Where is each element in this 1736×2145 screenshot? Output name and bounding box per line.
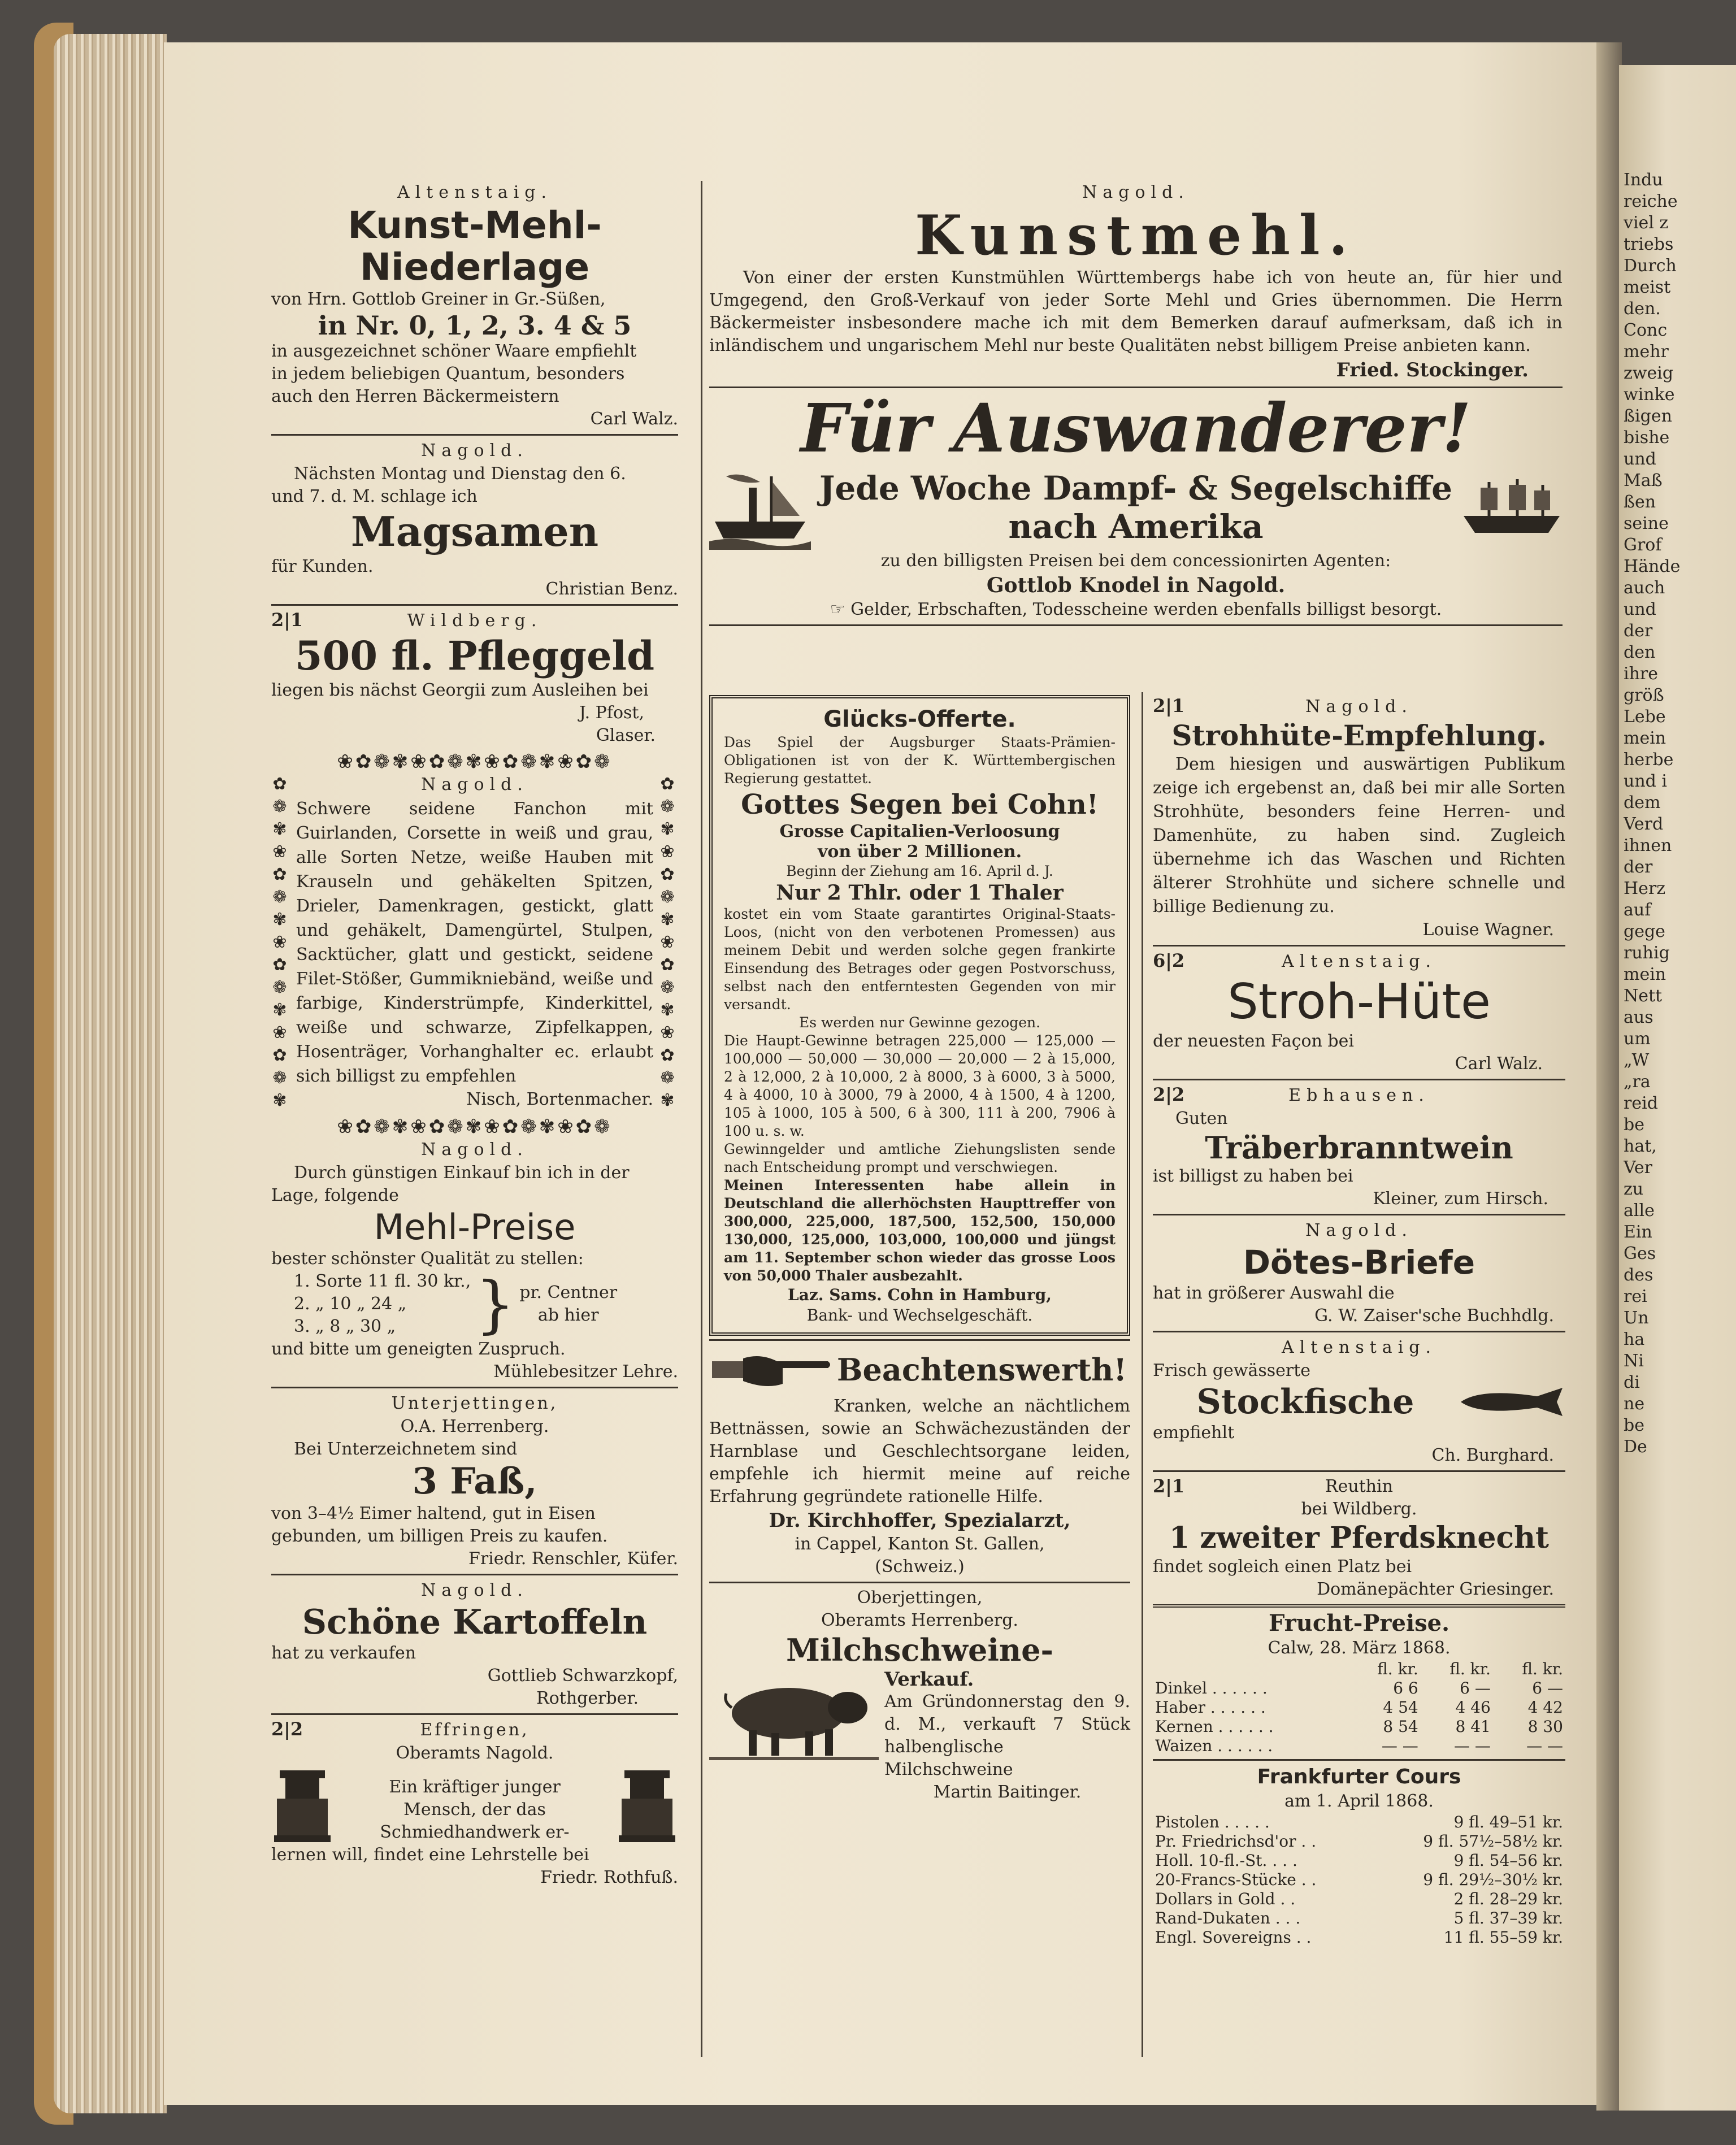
table-cell: 4 42	[1527, 1698, 1563, 1717]
divider	[1153, 1470, 1565, 1472]
right-page-line: Ver	[1624, 1158, 1653, 1178]
right-page-line: mehr	[1624, 342, 1669, 362]
ad-line-bold: nach Amerika	[1008, 507, 1264, 546]
right-page-line: meist	[1624, 277, 1671, 297]
table-row	[1153, 1736, 1565, 1756]
column-header	[1153, 1660, 1348, 1679]
right-page-line: „ra	[1624, 1072, 1651, 1092]
right-page-line: Conc	[1624, 320, 1668, 340]
ad-signature: Carl Walz.	[1455, 1054, 1543, 1074]
insertion-mark: 2|2	[271, 1718, 303, 1740]
ad-lehrstelle	[271, 1718, 678, 1889]
right-page-line: herbe	[1624, 750, 1674, 770]
section-title: Frucht-Preise.	[1268, 1610, 1450, 1636]
pointing-hand-icon: ☞	[830, 600, 851, 619]
table-cell: 9 fl. 54–56 kr.	[1453, 1851, 1563, 1870]
table-cell: 20-Francs-Stücke . .	[1155, 1870, 1317, 1889]
pointing-hand-icon	[709, 1344, 834, 1395]
right-page-line: größ	[1624, 685, 1664, 705]
table-cell: 9 fl. 49–51 kr.	[1453, 1813, 1563, 1831]
right-page-line: um	[1624, 1029, 1651, 1049]
ad-line: in jedem beliebigen Quantum, besonders	[271, 364, 625, 384]
ad-signature: Laz. Sams. Cohn in Hamburg,	[788, 1286, 1052, 1304]
right-page-line: den	[1624, 642, 1656, 662]
divider	[271, 1713, 678, 1715]
table-cell: Holl. 10-fl.-St. . . .	[1155, 1851, 1297, 1870]
table-cell: 2 fl. 28–29 kr.	[1453, 1890, 1563, 1908]
table-row	[1153, 1890, 1565, 1909]
ad-signature: Kleiner, zum Hirsch.	[1373, 1189, 1548, 1209]
ad-place: Altenstaig.	[397, 183, 553, 202]
right-page-line: der	[1624, 857, 1653, 877]
ad-title: 500 fl. Pfleggeld	[294, 632, 655, 679]
table-cell: 4 54	[1383, 1698, 1418, 1717]
column-header: fl. kr.	[1449, 1660, 1491, 1678]
ad-place: Oberamts Herrenberg.	[821, 1610, 1018, 1630]
column-rule-2	[1142, 692, 1143, 2057]
right-page-line: ne	[1624, 1394, 1645, 1414]
ad-title: Träberbranntwein	[1205, 1130, 1513, 1166]
ad-kartoffeln	[271, 1579, 678, 1710]
ad-title: Dötes-Briefe	[1243, 1243, 1475, 1282]
ad-line-bold: Jede Woche Dampf- & Segelschiffe	[819, 469, 1453, 507]
ad-title: 3 Faß,	[412, 1460, 537, 1503]
table-cell: 5 fl. 37–39 kr.	[1453, 1909, 1563, 1927]
table-cell: Rand-Dukaten . . .	[1155, 1909, 1301, 1927]
divider	[1153, 1759, 1565, 1761]
table-cell: 6 6	[1393, 1679, 1418, 1697]
ad-kunst-mehl	[271, 181, 678, 431]
ad-line: Schmiedhandwerk er-	[380, 1822, 570, 1842]
ad-line: hat zu verkaufen	[271, 1643, 416, 1663]
book-gutter	[1596, 42, 1622, 2111]
right-page-line: di	[1624, 1373, 1640, 1392]
ad-beachtenswerth	[709, 1344, 1130, 1578]
right-page-line: zweig	[1624, 363, 1674, 383]
ad-strohhuete-empfehlung	[1153, 695, 1565, 941]
ad-gluecks-offerte	[709, 695, 1130, 1336]
ad-place: Reuthin	[1325, 1477, 1393, 1496]
ad-text: Das Spiel der Augsburger Staats-Prämien-Obligationen ist von der K. Württembergischen Regierung gestattet.	[724, 734, 1116, 787]
right-page-line: triebs	[1624, 235, 1674, 254]
table-row	[1153, 1717, 1565, 1736]
right-page-line: winke	[1624, 385, 1675, 405]
table-cell: 8 30	[1527, 1717, 1563, 1736]
ad-line-bold: in Nr. 0, 1, 2, 3. 4 & 5	[318, 310, 632, 341]
table-cell: 11 fl. 55–59 kr.	[1443, 1928, 1563, 1947]
column-2-top	[709, 181, 1563, 629]
ad-line: ist billigst zu haben bei	[1153, 1166, 1353, 1186]
right-page	[1619, 65, 1736, 2111]
column-header: fl. kr.	[1522, 1660, 1563, 1678]
table-cell: 6 —	[1532, 1679, 1563, 1697]
ad-signature: Gottlieb Schwarzkopf,	[487, 1666, 678, 1686]
ad-signature: Friedr. Rothfuß.	[540, 1868, 678, 1887]
ad-signature: J. Pfost,	[579, 703, 644, 723]
table-cell: Dinkel . . . . . .	[1155, 1679, 1268, 1697]
right-page-line: bishe	[1624, 428, 1670, 448]
price-row: 3. „ 8 „ 30 „	[294, 1317, 396, 1336]
ad-signature: Mühlebesitzer Lehre.	[493, 1362, 678, 1382]
ad-signature: Friedr. Renschler, Küfer.	[468, 1549, 678, 1569]
ad-title: Kunstmehl.	[915, 203, 1357, 267]
ad-title: Magsamen	[350, 507, 599, 555]
table-row	[1153, 1851, 1565, 1870]
ad-text: Von einer der ersten Kunstmühlen Württembergs habe ich von heute an, für hier und Umgegend, den Groß-Verkauf von jeder Sorte Mehl und Gries übernommen. Die Herrn Bäckermeister insbesondere mache ich mit dem Bemerken darauf aufmerksam, daß ich in inländischem und ungarischem Mehl nur beste Qualitäten nebst billigem Preise anbieten kann.	[709, 268, 1563, 355]
column-1	[271, 181, 678, 1892]
table-cell: Pistolen . . . . .	[1155, 1813, 1270, 1831]
table-cell: Haber . . . . . .	[1155, 1698, 1266, 1717]
table-cell: Waizen . . . . . .	[1155, 1736, 1273, 1755]
ad-place: Nagold.	[421, 775, 528, 794]
ad-line: für Kunden.	[271, 557, 374, 576]
ad-line: Nächsten Montag und Dienstag den 6.	[294, 464, 626, 484]
ad-text: Gewinngelder und amtliche Ziehungslisten sende nach Entscheidung prompt und verschwiegen.	[724, 1141, 1116, 1175]
ad-pferdsknecht	[1153, 1475, 1565, 1601]
right-page-line: ihre	[1624, 664, 1659, 684]
ad-fass	[271, 1392, 678, 1570]
table-cell: — —	[1381, 1736, 1418, 1755]
table-header	[1153, 1660, 1565, 1679]
price-list: 1. Sorte 11 fl. 30 kr., 2. „ 10 „ 24 „ 3. „ 8 „ 30 „ } pr. Centner ab hier	[294, 1268, 618, 1340]
right-page-line: der	[1624, 621, 1653, 641]
ad-line: Beginn der Ziehung am 16. April d. J.	[786, 863, 1053, 879]
table-row	[1153, 1870, 1565, 1890]
insertion-mark: 2|1	[271, 609, 303, 631]
right-page-line: Un	[1624, 1308, 1649, 1328]
right-page-line: ihnen	[1624, 836, 1672, 856]
table-cell: Engl. Sovereigns . .	[1155, 1928, 1312, 1947]
ad-line: von Hrn. Gottlob Greiner in Gr.-Süßen,	[271, 289, 606, 309]
ad-title: Milchschweine-	[786, 1632, 1053, 1668]
page-edges	[54, 34, 167, 2113]
ad-agent: Gottlob Knodel in Nagold.	[986, 574, 1286, 597]
column-header: fl. kr.	[1377, 1660, 1418, 1678]
column-rule-1	[701, 181, 702, 2057]
divider	[709, 1582, 1130, 1583]
right-page-line: „W	[1624, 1050, 1650, 1070]
ad-signature: Glaser.	[596, 726, 656, 745]
ornament-border-right: ✿ ❁ ✾ ❀ ✿ ❁ ✾ ❀ ✿ ❁ ✾ ❀ ✿ ❁ ✾	[660, 774, 677, 1110]
frucht-preise-table	[1153, 1660, 1565, 1756]
ad-title: Beachtenswerth!	[836, 1352, 1127, 1388]
ornament-border-bottom: ❀✿❁✾❀✿❁✾❀✿❁✾❀✿❁	[337, 1115, 613, 1138]
divider	[709, 1339, 1130, 1341]
right-page-line: und	[1624, 600, 1656, 619]
right-page-line: hat,	[1624, 1136, 1657, 1156]
ad-line: Durch günstigen Einkauf bin ich in der	[294, 1163, 630, 1183]
right-page-line: und	[1624, 449, 1656, 469]
table-cell: Dollars in Gold . .	[1155, 1890, 1296, 1908]
ad-line: Guten	[1175, 1109, 1228, 1128]
price-unit: pr. Centner	[519, 1283, 618, 1302]
ad-line: und bitte um geneigten Zuspruch.	[271, 1339, 566, 1359]
divider	[271, 1387, 678, 1388]
steamship-icon	[709, 465, 811, 550]
ad-line: Bei Unterzeichnetem sind	[294, 1439, 518, 1459]
right-page-line: Grof	[1624, 535, 1662, 555]
table-cell: 8 41	[1455, 1717, 1491, 1736]
ad-signature: Rothgerber.	[536, 1688, 639, 1708]
divider	[1153, 1214, 1565, 1215]
ad-line: auch den Herren Bäckermeistern	[271, 387, 559, 406]
right-page-line: auf	[1624, 900, 1651, 920]
ad-place: Oberjettingen,	[857, 1588, 983, 1608]
insertion-mark: 2|2	[1153, 1084, 1185, 1105]
ad-signature: Louise Wagner.	[1422, 920, 1554, 940]
ad-title: Stroh-Hüte	[1227, 974, 1491, 1030]
right-page-line: aus	[1624, 1008, 1653, 1027]
table-cell: Kernen . . . . . .	[1155, 1717, 1274, 1736]
table-row	[1153, 1928, 1565, 1947]
ad-place: Nagold.	[421, 441, 528, 461]
table-row	[1153, 1679, 1565, 1698]
right-page-line: ha	[1624, 1330, 1645, 1349]
right-page-line: Maß	[1624, 471, 1663, 490]
ad-mehl-preise	[271, 1138, 678, 1383]
ad-signature: Bank- und Wechselgeschäft.	[806, 1306, 1033, 1325]
insertion-mark: 2|1	[1153, 695, 1185, 717]
divider	[709, 624, 1563, 626]
ad-line: Ein kräftiger junger	[389, 1777, 561, 1797]
table-row	[1153, 1832, 1565, 1851]
ad-doetes-briefe	[1153, 1219, 1565, 1327]
ad-place: Wildberg.	[407, 611, 542, 631]
right-page-line: be	[1624, 1115, 1644, 1135]
ad-stockfische	[1153, 1336, 1565, 1467]
right-page-line: Ni	[1624, 1351, 1644, 1371]
ad-subtitle: Verkauf.	[884, 1668, 974, 1691]
ad-text: Schwere seidene Fanchon mit Guirlanden, Corsette in weiß und grau, alle Sorten Netze, weiße Hauben mit Krauseln und gehäkelten Spitzen, Drieler, Damenkragen, gestickt, glatt und gehäkelt, Damengürtel, Stulpen, Sacktücher, glatt und gestickt, seidene Filet-Stößer, Gummikniebänd, weiße und farbige, Kinderstrümpfe, Kinderkittel, weiße und schwarze, Zipfelkappen, Hosenträger, Vorhanghalter ec. erlaubt sich billigst zu empfehlen	[296, 799, 653, 1086]
ad-line-bold: von über 2 Millionen.	[817, 842, 1022, 862]
right-page-line: reid	[1624, 1093, 1658, 1113]
right-page-line: ßigen	[1624, 406, 1672, 426]
ornament-border-top: ❀✿❁✾❀✿❁✾❀✿❁✾❀✿❁	[337, 750, 613, 773]
ad-place: Unterjettingen,	[391, 1393, 558, 1413]
right-page-line: den.	[1624, 299, 1661, 319]
ad-text: Meinen Interessenten habe allein in Deutschland die allerhöchsten Haupttreffer von 300,000, 225,000, 187,500, 152,500, 150,000 130,000, 125,000, 103,000, 100,000 und jüngst am 11. September schon wieder das grosse Loos von 50,000 Thaler ausbezahlt.	[724, 1177, 1116, 1284]
divider	[1153, 945, 1565, 946]
right-page-line: Verd	[1624, 814, 1664, 834]
ad-line: Gelder, Erbschaften, Todesscheine werden ebenfalls billigst besorgt.	[850, 600, 1442, 619]
right-page-line: Nett	[1624, 986, 1663, 1006]
price-unit: ab hier	[537, 1305, 599, 1325]
section-title: Frankfurter Cours	[1257, 1765, 1461, 1788]
right-page-line: Hände	[1624, 557, 1681, 576]
ad-signature: Martin Baitinger.	[933, 1782, 1082, 1802]
ad-signature: Nisch, Bortenmacher.	[466, 1089, 653, 1109]
ad-title-2: Niederlage	[359, 245, 590, 289]
right-page-line: seine	[1624, 514, 1669, 533]
right-page-line: Herz	[1624, 879, 1666, 898]
ad-line: G. W. Zaiser'sche Buchhdlg.	[1314, 1306, 1554, 1326]
ad-signature: in Cappel, Kanton St. Gallen,	[795, 1534, 1045, 1554]
cours-table	[1153, 1813, 1565, 1947]
ad-place: Nagold.	[421, 1140, 528, 1160]
anvil-icon	[271, 1765, 333, 1844]
right-page-line: De	[1624, 1437, 1647, 1457]
divider	[1153, 1079, 1565, 1080]
table-cell: 4 46	[1455, 1698, 1491, 1717]
ad-title: Strohhüte-Empfehlung.	[1171, 719, 1547, 752]
ad-place: Effringen,	[420, 1720, 530, 1740]
ad-line-with-hand	[709, 598, 1563, 621]
divider	[1153, 1604, 1565, 1608]
right-page-line: ßen	[1624, 492, 1656, 512]
ad-title: Schöne Kartoffeln	[302, 1603, 648, 1642]
right-page-line: Indu	[1624, 170, 1663, 190]
right-page-line: rei	[1624, 1287, 1647, 1306]
right-page-line: ruhig	[1624, 943, 1670, 963]
divider	[271, 434, 678, 436]
ad-signature: Fried. Stockinger.	[1336, 359, 1529, 381]
right-page-line: mein	[1624, 965, 1666, 984]
divider	[271, 1574, 678, 1575]
ad-text: Dem hiesigen und auswärtigen Publikum zeige ich ergebenst an, daß bei mir alle Sorten Strohhüte, besonders feine Herren- und Damenhüte, zu haben sind. Zugleich übernehme ich das Waschen und Richten älterer Strohhüte und sichere schnelle und billige Bedienung zu.	[1153, 754, 1565, 917]
right-page-line: Lebe	[1624, 707, 1666, 727]
ad-place: Nagold.	[1305, 697, 1413, 717]
ad-signature: Dr. Kirchhoffer, Spezialarzt,	[769, 1509, 1071, 1532]
ad-place: Nagold.	[421, 1580, 528, 1600]
right-page-line: auch	[1624, 578, 1665, 598]
ad-place: Nagold.	[1082, 183, 1190, 202]
ad-line: der neuesten Façon bei	[1153, 1031, 1354, 1051]
right-page-line: des	[1624, 1265, 1653, 1285]
ad-line: findet sogleich einen Platz bei	[1153, 1557, 1412, 1577]
right-page-line: reiche	[1624, 192, 1678, 211]
ad-line: liegen bis nächst Georgii zum Ausleihen bei	[271, 680, 649, 700]
ad-text: kostet ein vom Staate garantirtes Original-Staats-Loos, (nicht von den verbotenen Promessen) aus meinem Debit und werden solche gegen frankirte Einsendung des Betrages oder gegen Postvorschuss, selbst nach den entferntesten Gegenden von mir versandt.	[724, 906, 1116, 1013]
fish-icon	[1458, 1385, 1565, 1419]
table-cell: 8 54	[1383, 1717, 1418, 1736]
ad-title: Stockfische	[1196, 1382, 1414, 1422]
right-page-line: Ges	[1624, 1244, 1656, 1263]
frucht-preise	[1153, 1610, 1565, 1756]
table-cell: Pr. Friedrichsd'or . .	[1155, 1832, 1317, 1851]
ad-title: 1 zweiter Pferdsknecht	[1169, 1521, 1549, 1555]
ad-signature: Domänepächter Griesinger.	[1317, 1579, 1554, 1599]
right-page-line: dem	[1624, 793, 1661, 813]
insertion-mark: 2|1	[1153, 1475, 1185, 1497]
ad-place: Altenstaig.	[1281, 1338, 1437, 1357]
pig-icon	[709, 1668, 879, 1764]
ad-line: bester schönster Qualität zu stellen:	[271, 1249, 584, 1269]
ad-pfleggeld	[271, 609, 678, 747]
right-page-line: mein	[1624, 728, 1666, 748]
ad-signature: Christian Benz.	[545, 579, 678, 599]
table-cell: 9 fl. 57½–58½ kr.	[1423, 1832, 1563, 1851]
right-page-line: und i	[1624, 771, 1667, 791]
ad-line: Es werden nur Gewinne gezogen.	[798, 1014, 1041, 1031]
price-row: 1. Sorte 11 fl. 30 kr.,	[294, 1271, 471, 1291]
divider	[271, 604, 678, 606]
ad-place: Nagold.	[1305, 1221, 1413, 1240]
sailing-ship-icon	[1461, 476, 1563, 539]
price-row: 2. „ 10 „ 24 „	[294, 1294, 407, 1314]
table-row	[1153, 1698, 1565, 1717]
frankfurter-cours	[1153, 1764, 1565, 1947]
section-date: Calw, 28. März 1868.	[1268, 1638, 1451, 1658]
divider	[709, 387, 1563, 388]
right-page-line: zu	[1624, 1179, 1644, 1199]
column-2-left	[709, 695, 1130, 1807]
ad-place: Ebhausen.	[1288, 1085, 1430, 1105]
ad-line: Frisch gewässerte	[1153, 1361, 1311, 1380]
table-cell: 6 —	[1460, 1679, 1491, 1697]
ornament-border-left: ✿ ❁ ✾ ❀ ✿ ❁ ✾ ❀ ✿ ❁ ✾ ❀ ✿ ❁ ✾	[272, 774, 289, 1110]
right-page-line: Durch	[1624, 256, 1677, 276]
ad-traeberbranntwein	[1153, 1084, 1565, 1210]
ad-stroh-huete	[1153, 950, 1565, 1075]
ad-kunstmehl	[709, 181, 1563, 383]
section-date: am 1. April 1868.	[1284, 1791, 1434, 1811]
right-page-line: alle	[1624, 1201, 1655, 1221]
ad-line: und 7. d. M. schlage ich	[271, 487, 478, 506]
ad-title: Für Auswanderer!	[800, 389, 1472, 467]
column-3	[1153, 695, 1565, 1951]
right-page-line: viel z	[1624, 213, 1669, 233]
table-row	[1153, 1909, 1565, 1928]
right-page-text	[1619, 170, 1736, 1458]
ad-signature: (Schweiz.)	[875, 1557, 965, 1577]
ad-text: Kranken, welche an nächtlichem Bettnässen, sowie an Schwächezuständen der Harnblase und Geschlechtsorgane leiden, empfehle ich hiermit meine auf reiche Erfahrung gegründete rationelle Hilfe.	[709, 1396, 1130, 1506]
ad-title: Mehl-Preise	[374, 1206, 576, 1248]
ad-line: hat in größerer Auswahl die	[1153, 1283, 1395, 1303]
ad-place: bei Wildberg.	[1301, 1499, 1417, 1519]
insertion-mark: 6|2	[1153, 950, 1185, 971]
ad-bortenmacher	[271, 773, 678, 1112]
ad-line-bold: Grosse Capitalien-Verloosung	[779, 822, 1060, 841]
ad-text: Am Gründonnerstag den 9. d. M., verkauft 7 Stück halbenglische Milchschweine	[884, 1692, 1130, 1779]
ad-signature: Ch. Burghard.	[1431, 1445, 1554, 1465]
table-cell: 9 fl. 29½–30½ kr.	[1423, 1870, 1563, 1889]
ad-magsamen	[271, 439, 678, 601]
ad-title-2: Gottes Segen bei Cohn!	[741, 789, 1099, 820]
ad-line: Lage, folgende	[271, 1186, 399, 1205]
ad-place: Altenstaig.	[1281, 952, 1437, 971]
ad-line: zu den billigsten Preisen bei dem concessionirten Agenten:	[880, 551, 1391, 571]
table-row	[1153, 1813, 1565, 1832]
right-page-line: gege	[1624, 922, 1665, 941]
ad-milchschweine	[709, 1587, 1130, 1804]
ad-line: gebunden, um billigen Preis zu kaufen.	[271, 1526, 608, 1546]
divider	[1153, 1331, 1565, 1332]
ad-line: empfiehlt	[1153, 1423, 1235, 1443]
ad-auswanderer	[709, 389, 1563, 621]
right-page-line: be	[1624, 1415, 1644, 1435]
ad-title: Glücks-Offerte.	[823, 706, 1016, 732]
ad-line: lernen will, findet eine Lehrstelle bei	[271, 1845, 589, 1865]
ad-title: Kunst-Mehl-	[348, 203, 602, 247]
ad-text: Die Haupt-Gewinne betragen 225,000 — 125,000 — 100,000 — 50,000 — 30,000 — 20,000 — 2 à 15,000, 2 à 12,000, 2 à 10,000, 2 à 8000, 3 à 6000, 3 à 5000, 4 à 4000, 10 à 3000, 79 à 2000, 4 à 1500, 4 à 1200, 105 à 1000, 105 à 500, 6 à 300, 111 à 200, 7906 à 100 u. s. w.	[724, 1032, 1116, 1139]
ad-line: von 3–4½ Eimer haltend, gut in Eisen	[271, 1504, 596, 1523]
ad-line: Mensch, der das	[403, 1800, 546, 1820]
ad-place: O.A. Herrenberg.	[400, 1417, 549, 1436]
ad-signature: Carl Walz.	[590, 409, 678, 429]
ad-line-bold: Nur 2 Thlr. oder 1 Thaler	[776, 881, 1064, 905]
table-cell: — —	[1453, 1736, 1491, 1755]
ad-place: Oberamts Nagold.	[396, 1743, 554, 1763]
ad-line: in ausgezeichnet schöner Waare empfiehlt	[271, 341, 637, 361]
right-page-line: Ein	[1624, 1222, 1652, 1242]
anvil-icon	[616, 1765, 678, 1844]
table-cell: — —	[1526, 1736, 1563, 1755]
